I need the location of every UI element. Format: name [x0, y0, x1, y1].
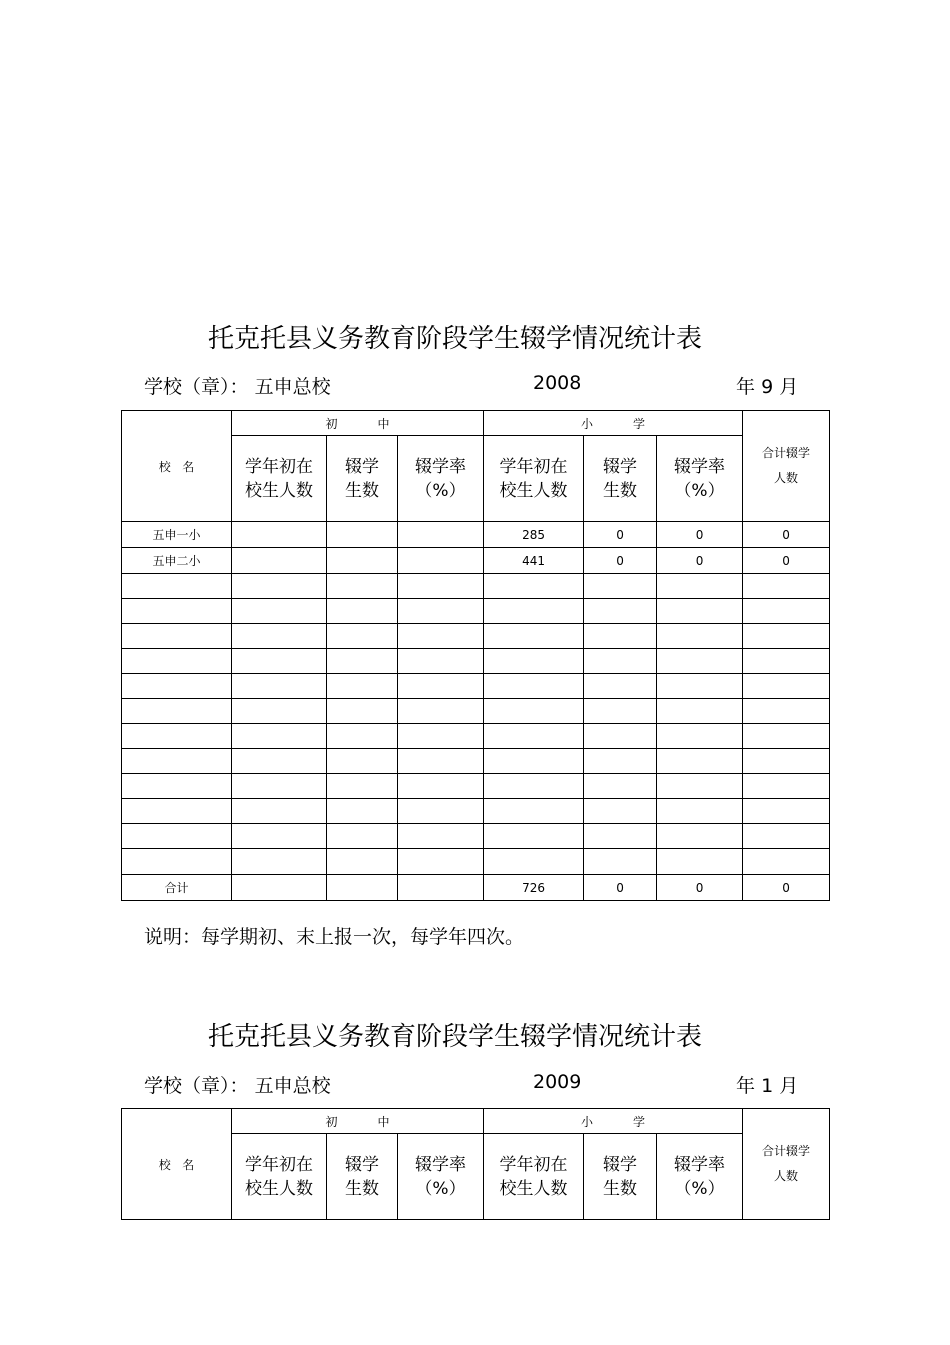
cell-p-rate: 0 [657, 548, 743, 574]
dropout-table [121, 410, 830, 901]
cell-p-enroll: 441 [484, 548, 584, 574]
form-meta [0, 1071, 950, 1099]
header-junior: 初 中 [232, 411, 484, 436]
table-row [122, 548, 830, 574]
header-junior-rate: 辍学率 （%） [398, 1134, 484, 1220]
cell-p-enroll: 285 [484, 522, 584, 548]
empty-row [122, 799, 830, 824]
school-name: 五申总校 [254, 1075, 331, 1097]
header-primary-drop: 辍学 生数 [584, 1134, 657, 1220]
cell-p-drop: 0 [584, 548, 657, 574]
month-suffix: 月 [779, 1075, 799, 1097]
empty-row [122, 699, 830, 724]
header-junior-enroll: 学年初在 校生人数 [232, 436, 327, 522]
cell-j-enroll [232, 522, 327, 548]
empty-row [122, 749, 830, 774]
school-label: 学校（章）： [144, 1075, 249, 1097]
header-junior-drop: 辍学 生数 [327, 436, 398, 522]
form-meta [0, 372, 950, 400]
empty-row [122, 724, 830, 749]
cell-j-rate [398, 875, 484, 901]
cell-p-drop: 0 [584, 875, 657, 901]
school-field [144, 372, 331, 399]
cell-p-enroll: 726 [484, 875, 584, 901]
header-junior-enroll: 学年初在 校生人数 [232, 1134, 327, 1220]
header-school-name: 校 名 [122, 411, 232, 522]
cell-j-drop [327, 875, 398, 901]
empty-row [122, 624, 830, 649]
header-total: 合计辍学 人数 [743, 411, 830, 522]
header-primary-rate: 辍学率 （%） [657, 1134, 743, 1220]
header-primary-enroll: 学年初在 校生人数 [484, 436, 584, 522]
school-name: 五申总校 [254, 376, 331, 398]
header-primary-enroll: 学年初在 校生人数 [484, 1134, 584, 1220]
empty-row [122, 849, 830, 875]
month-field [736, 1071, 798, 1098]
cell-name: 五申一小 [122, 522, 232, 548]
header-primary-drop: 辍学 生数 [584, 436, 657, 522]
year-value: 2008 [533, 372, 582, 394]
month-prefix: 年 [736, 376, 756, 398]
cell-name: 五申二小 [122, 548, 232, 574]
header-junior: 初 中 [232, 1109, 484, 1134]
header-primary-rate: 辍学率 （%） [657, 436, 743, 522]
empty-row [122, 824, 830, 849]
cell-p-drop: 0 [584, 522, 657, 548]
school-label: 学校（章）： [144, 376, 249, 398]
year-value: 2009 [533, 1071, 582, 1093]
cell-total: 0 [743, 522, 830, 548]
header-primary: 小 学 [484, 411, 743, 436]
month-value: 9 [761, 376, 774, 398]
empty-row [122, 599, 830, 624]
header-junior-drop: 辍学 生数 [327, 1134, 398, 1220]
cell-j-enroll [232, 548, 327, 574]
empty-row [122, 774, 830, 799]
month-suffix: 月 [779, 376, 799, 398]
empty-row [122, 574, 830, 599]
cell-total: 0 [743, 548, 830, 574]
month-field [736, 372, 798, 399]
form-note: 说明：每学期初、末上报一次，每学年四次。 [144, 926, 525, 948]
cell-j-rate [398, 548, 484, 574]
header-junior-rate: 辍学率 （%） [398, 436, 484, 522]
header-primary: 小 学 [484, 1109, 743, 1134]
table-row [122, 522, 830, 548]
header-school-name: 校 名 [122, 1109, 232, 1220]
summary-row [122, 875, 830, 901]
month-value: 1 [761, 1075, 774, 1097]
month-prefix: 年 [736, 1075, 756, 1097]
empty-row [122, 674, 830, 699]
header-total: 合计辍学 人数 [743, 1109, 830, 1220]
form-title: 托克托县义务教育阶段学生辍学情况统计表 [207, 324, 702, 354]
cell-name: 合计 [122, 875, 232, 901]
form-title: 托克托县义务教育阶段学生辍学情况统计表 [207, 1022, 702, 1052]
school-field [144, 1071, 331, 1098]
cell-j-rate [398, 522, 484, 548]
cell-j-enroll [232, 875, 327, 901]
cell-j-drop [327, 548, 398, 574]
empty-row [122, 649, 830, 674]
cell-total: 0 [743, 875, 830, 901]
dropout-table [121, 1108, 830, 1220]
cell-j-drop [327, 522, 398, 548]
cell-p-rate: 0 [657, 875, 743, 901]
cell-p-rate: 0 [657, 522, 743, 548]
